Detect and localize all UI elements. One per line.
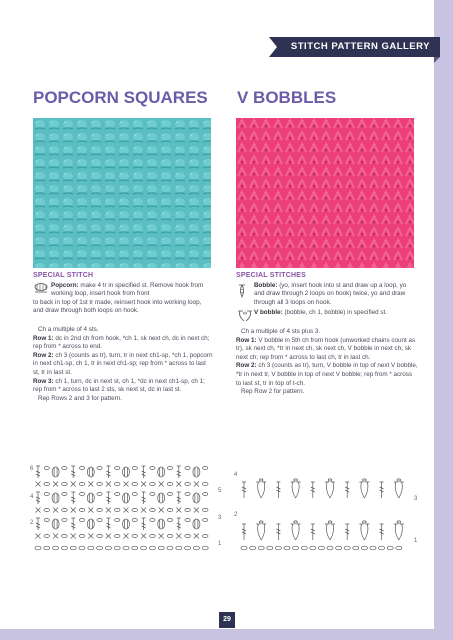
popcorn-symbol	[125, 468, 128, 476]
popcorn-swatch-photo	[33, 118, 211, 268]
chain-symbol	[185, 482, 191, 485]
popcorn-symbol-icon	[34, 283, 48, 293]
chain-symbol	[363, 479, 367, 481]
popcorn-symbol	[52, 519, 59, 529]
tr-symbol	[276, 524, 280, 540]
vbobble-text: (bobble, ch 1, bobble) in specified st.	[284, 309, 387, 317]
chain-symbol	[185, 508, 191, 511]
chain-symbol	[149, 546, 155, 550]
vbobble-symbol	[256, 482, 266, 498]
chain-symbol	[167, 519, 172, 522]
chain-symbol	[361, 546, 367, 550]
tr-symbol	[177, 466, 181, 478]
popcorn-symbol	[125, 520, 128, 528]
popcorn-symbol	[89, 494, 92, 502]
vbobbles-repeat: Rep Row 2 for pattern.	[241, 388, 305, 396]
chain-symbol	[97, 546, 103, 550]
bobble-symbol-icon	[237, 283, 247, 299]
chain-symbol	[44, 519, 49, 522]
chart-row-label: 1	[414, 538, 418, 544]
chain-symbol	[44, 546, 50, 550]
vbobble-symbol	[291, 524, 301, 540]
chain-symbol	[79, 467, 84, 470]
dc-symbol	[176, 534, 181, 539]
chain-symbol	[114, 482, 120, 485]
chain-symbol	[62, 493, 67, 496]
chain-symbol	[53, 546, 59, 550]
popcorn-row-2: Row 2: ch 3 (counts as tr), turn, tr in next ch1-sp, *ch 1, popcorn in next ch1-sp, ch 1, tr in next ch1-sp; rep from * across to last st, tr in last st.	[33, 351, 213, 376]
popcorn-intro: Ch a multiple of 4 sts.	[38, 325, 99, 333]
popcorn-symbol	[125, 494, 128, 502]
chain-symbol	[79, 546, 85, 550]
dc-symbol	[194, 482, 199, 487]
dc-symbol	[124, 508, 129, 513]
popcorn-symbol	[87, 519, 94, 529]
chart-row-label: 3	[218, 515, 222, 521]
vbobble-symbol	[325, 524, 335, 540]
vbobbles-instructions	[236, 272, 418, 397]
chain-symbol	[203, 519, 208, 522]
vbobble-symbol	[359, 482, 369, 498]
popcorn-symbol	[158, 467, 165, 477]
chain-symbol	[397, 521, 401, 523]
chain-symbol	[62, 508, 68, 511]
ribbon-fold	[434, 57, 440, 63]
special-stitch-heading: SPECIAL STITCH	[33, 272, 94, 279]
chain-symbol	[62, 482, 68, 485]
chain-symbol	[114, 534, 120, 537]
popcorn-term: Popcorn:	[51, 281, 79, 289]
popcorn-symbol	[52, 467, 59, 477]
popcorn-symbol	[123, 519, 130, 529]
chain-symbol	[115, 467, 120, 470]
chain-symbol	[387, 546, 393, 550]
popcorn-pattern	[33, 326, 213, 403]
dc-symbol	[194, 508, 199, 513]
vbobbles-row-2: Row 2: ch 3 (counts as tr), turn, V bobble in top of next V bobble, *tr in next tr, V bobble in top of next V bobble; rep from * across to last st, tr in top of t-ch.	[236, 362, 418, 387]
dc-symbol	[71, 534, 76, 539]
chain-symbol	[97, 534, 103, 537]
popcorn-symbol	[54, 468, 57, 476]
chain-symbol	[241, 546, 247, 550]
chain-symbol	[132, 467, 137, 470]
chain-symbol	[123, 546, 129, 550]
chain-symbol	[35, 546, 41, 550]
dc-symbol	[71, 508, 76, 513]
dc-symbol	[106, 482, 111, 487]
chain-symbol	[167, 508, 173, 511]
popcorn-symbol	[193, 519, 200, 529]
tr-symbol	[242, 482, 246, 498]
chain-symbol	[185, 493, 190, 496]
dc-symbol	[106, 508, 111, 513]
chain-symbol	[44, 508, 50, 511]
chart-row-label: 5	[218, 488, 222, 494]
popcorn-symbol	[158, 519, 165, 529]
chain-symbol	[259, 521, 263, 523]
tr-symbol	[106, 466, 110, 478]
popcorn-symbol	[89, 468, 92, 476]
dc-symbol	[141, 482, 146, 487]
chart-row-label: 1	[218, 541, 222, 547]
chain-symbol	[185, 546, 191, 550]
chain-symbol	[150, 467, 155, 470]
chain-symbol	[379, 546, 385, 550]
dc-symbol	[88, 482, 93, 487]
chart-row-label: 4	[234, 472, 238, 478]
chain-symbol	[150, 482, 156, 485]
dc-symbol	[36, 508, 41, 513]
tr-symbol	[177, 492, 181, 504]
popcorn-repeat: Rep Rows 2 and 3 for pattern.	[38, 394, 123, 402]
tr-symbol	[242, 524, 246, 540]
popcorn-stitch-chart	[30, 462, 226, 554]
chain-symbol	[132, 534, 138, 537]
vbobbles-row-1: Row 1: V bobble in 5th ch from hook (unworked chains count as tr), sk next ch, *tr in next ch, sk next ch, V bobble in next ch, sk next ch; rep from * across to last ch, tr in last ch.	[236, 336, 416, 361]
chain-symbol	[79, 493, 84, 496]
chain-symbol	[115, 519, 120, 522]
bobble-term: Bobble:	[254, 281, 278, 289]
vbobble-definition	[236, 309, 418, 318]
dc-symbol	[141, 534, 146, 539]
popcorn-symbol	[123, 493, 130, 503]
chain-symbol	[301, 546, 307, 550]
chain-symbol	[203, 467, 208, 470]
popcorn-definition	[33, 282, 213, 316]
dc-symbol	[159, 534, 164, 539]
dc-symbol	[36, 482, 41, 487]
dc-symbol	[159, 508, 164, 513]
popcorn-symbol	[158, 493, 165, 503]
popcorn-text-cont: to back in top of 1st tr made, reinsert hook into working loop, and draw through both loops on hook.	[33, 298, 202, 315]
dc-symbol	[36, 534, 41, 539]
chain-symbol	[363, 521, 367, 523]
dc-symbol	[159, 482, 164, 487]
tr-symbol	[106, 492, 110, 504]
vbobble-symbol	[394, 482, 404, 498]
chain-symbol	[97, 482, 103, 485]
popcorn-symbol	[87, 493, 94, 503]
popcorn-symbol	[160, 494, 163, 502]
popcorn-symbol	[123, 467, 130, 477]
chain-symbol	[185, 519, 190, 522]
dc-symbol	[106, 534, 111, 539]
vbobble-symbol	[325, 482, 335, 498]
chain-symbol	[185, 467, 190, 470]
chart-row-label: 3	[414, 496, 418, 502]
chain-symbol	[79, 508, 85, 511]
popcorn-row-3: Row 3: ch 1, turn, dc in next st, ch 1, *dc in next ch1-sp, ch 1; rep from * across to last 2 sts, sk next st, dc in last st.	[33, 377, 205, 394]
chain-symbol	[193, 546, 199, 550]
chart-row-label: 6	[30, 466, 34, 472]
popcorn-instructions	[33, 272, 213, 403]
dc-symbol	[176, 508, 181, 513]
chain-symbol	[150, 519, 155, 522]
chain-symbol	[115, 493, 120, 496]
chain-symbol	[267, 546, 273, 550]
popcorn-symbol	[193, 467, 200, 477]
vbobble-symbol	[291, 482, 301, 498]
chain-symbol	[141, 546, 147, 550]
chain-symbol	[284, 546, 290, 550]
chain-symbol	[167, 546, 173, 550]
chain-symbol	[370, 546, 376, 550]
vbobbles-title: V BOBBLES	[237, 88, 337, 107]
vbobble-symbol	[256, 524, 266, 540]
chain-symbol	[62, 534, 68, 537]
gallery-label: STITCH PATTERN GALLERY	[290, 41, 430, 52]
chain-symbol	[328, 521, 332, 523]
dc-symbol	[124, 534, 129, 539]
chain-symbol	[294, 521, 298, 523]
chain-symbol	[250, 546, 256, 550]
chain-symbol	[202, 546, 208, 550]
chain-symbol	[44, 493, 49, 496]
vbobble-symbol-icon	[237, 310, 253, 322]
tr-symbol	[311, 482, 315, 498]
vbobbles-stitch-chart	[234, 462, 422, 554]
chain-symbol	[167, 534, 173, 537]
vbobbles-intro: Ch a multiple of 4 sts plus 3.	[241, 327, 321, 335]
chain-symbol	[62, 519, 67, 522]
chain-symbol	[44, 467, 49, 470]
dc-symbol	[53, 508, 58, 513]
vbobbles-pattern	[236, 328, 418, 397]
chain-symbol	[70, 546, 76, 550]
chain-symbol	[176, 546, 182, 550]
tr-symbol	[380, 482, 384, 498]
vbobbles-swatch-photo	[236, 118, 414, 268]
chain-symbol	[150, 493, 155, 496]
chain-symbol	[132, 546, 138, 550]
chain-symbol	[97, 493, 102, 496]
chain-symbol	[353, 546, 359, 550]
tr-symbol	[36, 466, 40, 478]
tr-symbol	[106, 518, 110, 530]
popcorn-row-1: Row 1: dc in 2nd ch from hook, *ch 1, sk next ch, dc in next ch; rep from * across to end.	[33, 334, 210, 351]
chain-symbol	[132, 519, 137, 522]
tr-symbol	[71, 492, 75, 504]
tr-symbol	[71, 466, 75, 478]
dc-symbol	[71, 482, 76, 487]
chain-symbol	[114, 546, 120, 550]
dc-symbol	[124, 482, 129, 487]
chain-symbol	[167, 493, 172, 496]
chain-symbol	[97, 467, 102, 470]
tr-symbol	[142, 518, 146, 530]
chain-symbol	[79, 534, 85, 537]
chain-symbol	[202, 508, 208, 511]
tr-symbol	[345, 482, 349, 498]
tr-symbol	[276, 482, 280, 498]
tr-symbol	[36, 492, 40, 504]
chain-symbol	[202, 482, 208, 485]
chain-symbol	[167, 467, 172, 470]
chain-symbol	[336, 546, 342, 550]
bobble-text: (yo, insert hook into st and draw up a loop, yo and draw through 2 loops on hook) twice, yo and draw through all 3 loops on hook.	[254, 281, 407, 306]
vbobble-symbol	[359, 524, 369, 540]
dc-symbol	[88, 508, 93, 513]
chain-symbol	[328, 479, 332, 481]
chain-symbol	[327, 546, 333, 550]
chain-symbol	[62, 467, 67, 470]
popcorn-symbol	[193, 493, 200, 503]
dc-symbol	[194, 534, 199, 539]
tr-symbol	[71, 518, 75, 530]
chain-symbol	[44, 482, 50, 485]
tr-symbol	[142, 492, 146, 504]
popcorn-text: make 4 tr in specified st. Remove hook from working loop, insert hook from front	[51, 281, 204, 298]
chain-symbol	[185, 534, 191, 537]
chain-symbol	[79, 482, 85, 485]
dc-symbol	[176, 482, 181, 487]
chain-symbol	[97, 519, 102, 522]
dc-symbol	[53, 534, 58, 539]
chain-symbol	[203, 493, 208, 496]
chain-symbol	[158, 546, 164, 550]
chart-row-label: 2	[234, 512, 238, 518]
popcorn-title: POPCORN SQUARES	[33, 88, 208, 107]
page-edge-band	[434, 0, 453, 640]
chain-symbol	[97, 508, 103, 511]
tr-symbol	[311, 524, 315, 540]
chain-symbol	[150, 534, 156, 537]
tr-symbol	[177, 518, 181, 530]
chain-symbol	[114, 508, 120, 511]
tr-symbol	[142, 466, 146, 478]
chain-symbol	[318, 546, 324, 550]
section-ribbon	[277, 37, 440, 57]
bobble-definition	[236, 282, 418, 308]
chain-symbol	[202, 534, 208, 537]
chain-symbol	[88, 546, 94, 550]
chain-symbol	[167, 482, 173, 485]
chain-symbol	[105, 546, 111, 550]
chain-symbol	[132, 482, 138, 485]
tr-symbol	[380, 524, 384, 540]
popcorn-symbol	[160, 468, 163, 476]
tr-symbol	[345, 524, 349, 540]
chain-symbol	[293, 546, 299, 550]
popcorn-symbol	[54, 520, 57, 528]
chain-symbol	[61, 546, 67, 550]
chain-symbol	[344, 546, 350, 550]
popcorn-symbol	[195, 520, 198, 528]
tr-symbol	[36, 518, 40, 530]
chain-symbol	[259, 479, 263, 481]
chain-symbol	[258, 546, 264, 550]
page-bottom-band	[0, 629, 453, 640]
chain-symbol	[310, 546, 316, 550]
popcorn-symbol	[195, 468, 198, 476]
popcorn-symbol	[52, 493, 59, 503]
vbobble-term: V bobble:	[254, 309, 283, 317]
popcorn-symbol	[87, 467, 94, 477]
special-stitches-heading: SPECIAL STITCHES	[236, 272, 306, 279]
dc-symbol	[53, 482, 58, 487]
chain-symbol	[294, 479, 298, 481]
chain-symbol	[397, 479, 401, 481]
popcorn-symbol	[89, 520, 92, 528]
page-number: 29	[219, 612, 235, 628]
vbobble-symbol	[394, 524, 404, 540]
chain-symbol	[132, 508, 138, 511]
popcorn-symbol	[54, 494, 57, 502]
dc-symbol	[88, 534, 93, 539]
chain-symbol	[275, 546, 281, 550]
chart-row-label: 4	[30, 494, 34, 500]
chain-symbol	[44, 534, 50, 537]
dc-symbol	[141, 508, 146, 513]
chain-symbol	[132, 493, 137, 496]
popcorn-symbol	[195, 494, 198, 502]
chain-symbol	[396, 546, 402, 550]
chain-symbol	[150, 508, 156, 511]
chain-symbol	[79, 519, 84, 522]
popcorn-symbol	[160, 520, 163, 528]
chart-row-label: 2	[30, 520, 34, 526]
